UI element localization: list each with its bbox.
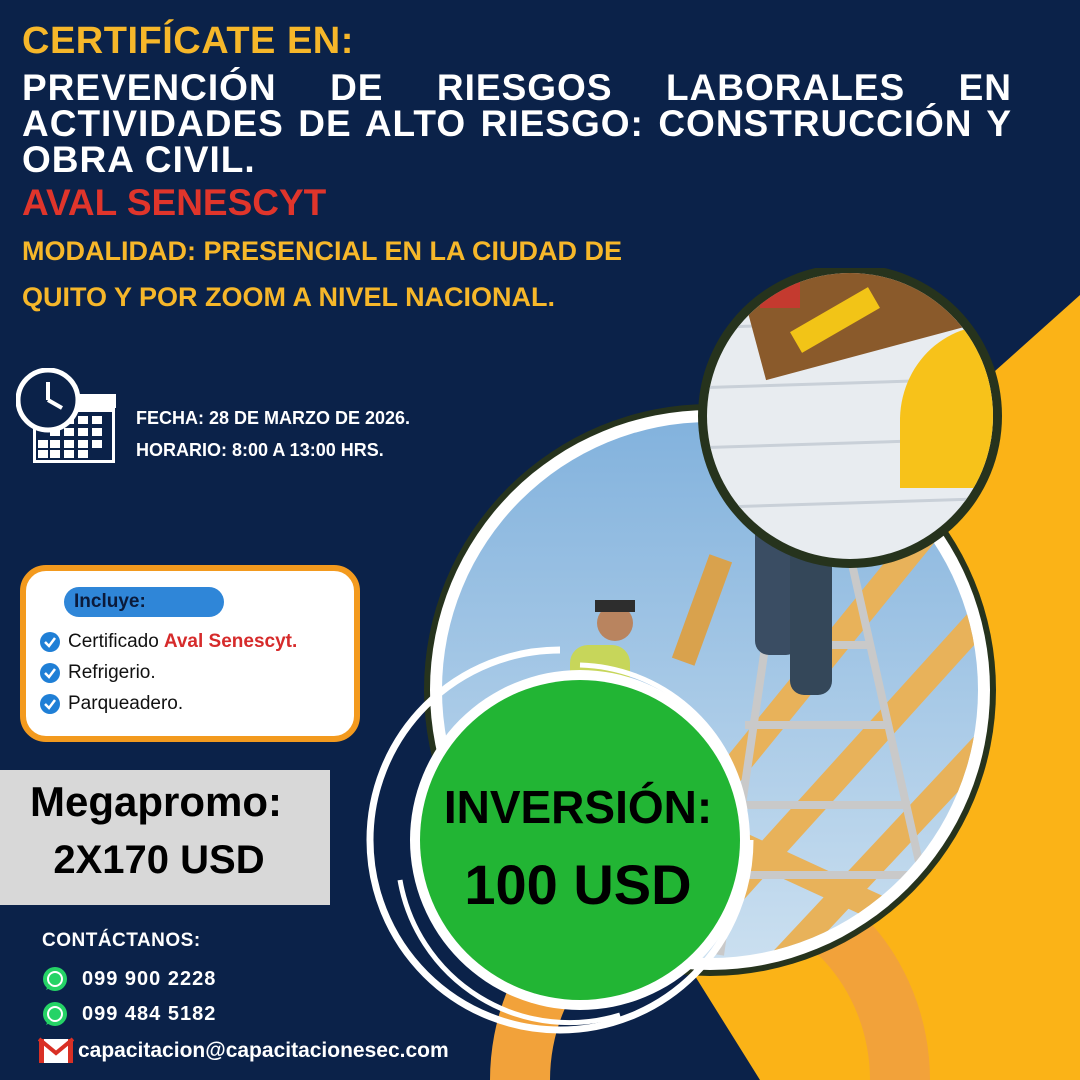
whatsapp-icon [42, 1001, 68, 1027]
include-item-highlight: Aval Senescyt. [163, 631, 298, 652]
aval-title: AVAL SENESCYT [22, 182, 327, 223]
megapromo-box [0, 770, 330, 905]
megapromo-label: Megapromo: [30, 778, 282, 825]
schedule [136, 402, 410, 466]
megapromo-price: 2X170 USD [53, 838, 265, 882]
gmail-icon [38, 1037, 74, 1065]
email-address[interactable]: capacitacion@capacitacionesec.com [78, 1039, 449, 1062]
includes-header: Incluye: [64, 587, 224, 617]
phone-number[interactable]: 099 900 2228 [82, 967, 217, 990]
investment-label: INVERSIÓN: [443, 781, 713, 833]
contact-title: CONTÁCTANOS: [42, 930, 201, 951]
phone-line-2[interactable] [42, 1001, 216, 1027]
include-item-parking [40, 693, 183, 715]
event-date: FECHA: 28 DE MARZO DE 2026. [136, 408, 411, 428]
email-line[interactable] [38, 1037, 449, 1065]
include-item-certificate [40, 631, 297, 653]
includes-box [20, 565, 360, 742]
check-circle-icon [40, 663, 60, 683]
check-circle-icon [40, 694, 60, 714]
event-time: HORARIO: 8:00 A 13:00 HRS. [136, 440, 384, 460]
include-item-refreshment [40, 662, 156, 684]
whatsapp-icon [42, 966, 68, 992]
tools-photo [690, 268, 1010, 568]
price-circle [408, 668, 752, 1012]
include-item-label: Certificado [68, 631, 159, 652]
check-circle-icon [40, 632, 60, 652]
phone-number[interactable]: 099 484 5182 [82, 1002, 217, 1025]
calendar-clock-icon [16, 368, 120, 468]
modality-text: MODALIDAD: PRESENCIAL EN LA CIUDAD DE QUITO Y POR ZOOM A NIVEL NACIONAL. [22, 236, 623, 312]
include-item-label: Parqueadero. [68, 693, 184, 714]
phone-line-1[interactable] [42, 966, 216, 992]
include-item-label: Refrigerio. [68, 662, 156, 683]
headline: CERTIFÍCATE EN: [22, 20, 354, 62]
investment-price: 100 USD [464, 853, 692, 916]
course-title: PREVENCIÓN DE RIESGOS LABORALES EN ACTIVIDADES DE ALTO RIESGO: CONSTRUCCIÓN Y OBRA CIVIL. [22, 67, 1012, 180]
